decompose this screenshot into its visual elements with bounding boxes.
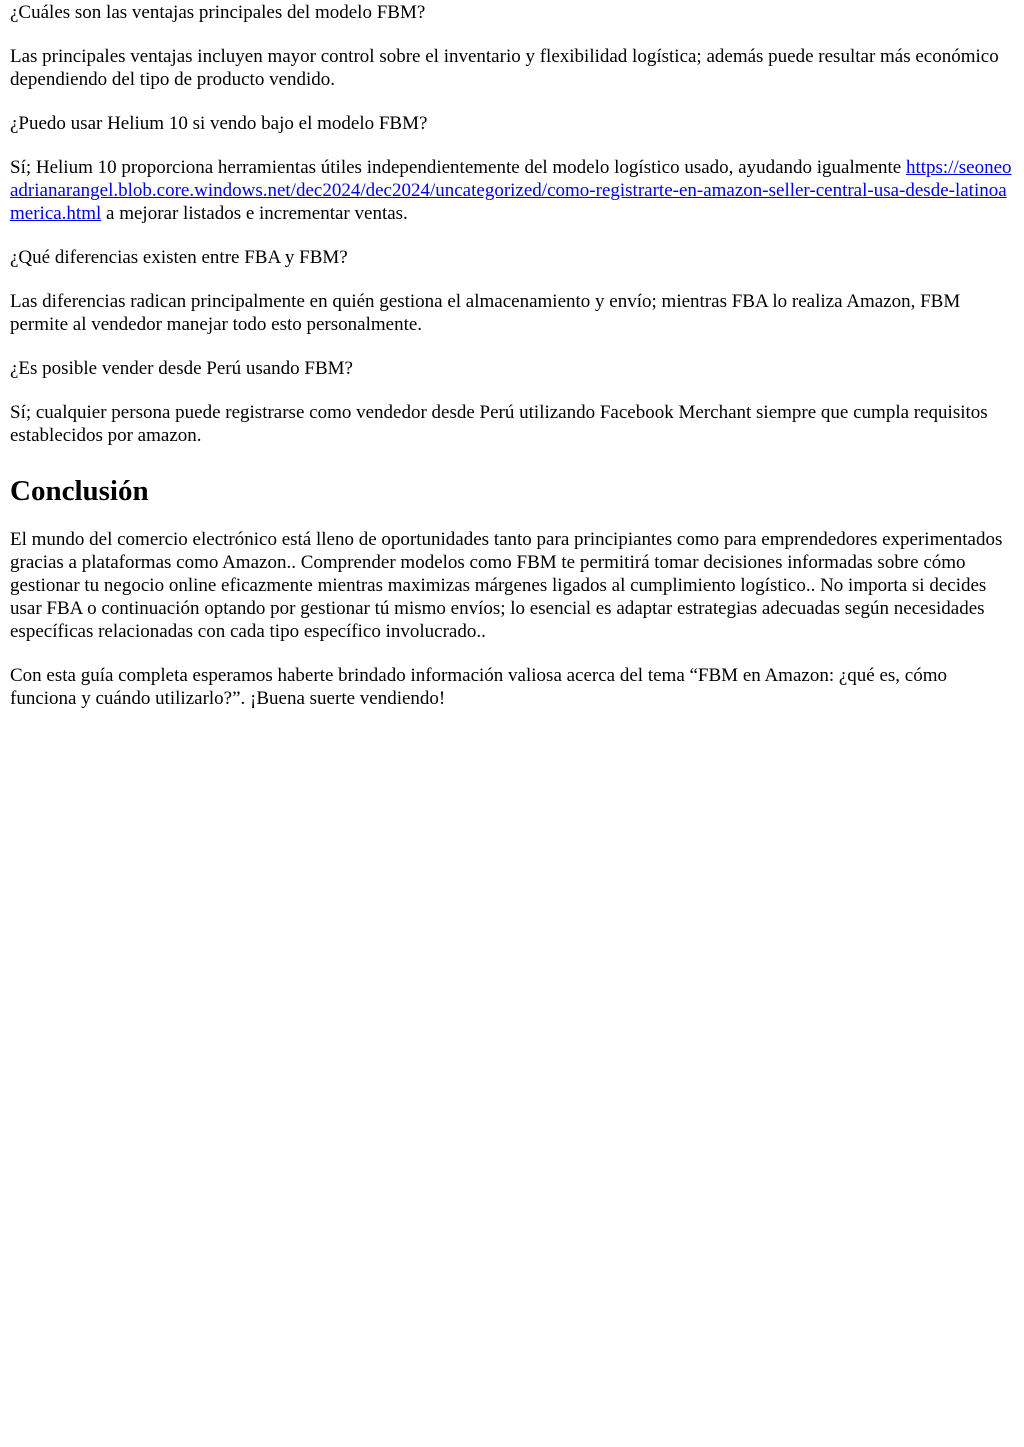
faq-answer-2 [10, 156, 1014, 225]
faq-question-4: ¿Es posible vender desde Perú usando FBM? [10, 358, 353, 379]
seller-central-link[interactable]: https://seoneoadrianarangel.blob.core.windows.net/dec2024/dec2024/uncategorized/como-registrarte-en-amazon-seller-central-usa-desde-latinoamerica.html [10, 157, 1012, 224]
faq-answer-3: Las diferencias radican principalmente en quién gestiona el almacenamiento y envío; mientras FBA lo realiza Amazon, FBM permite al vendedor manejar todo esto personalmente. [10, 291, 961, 335]
conclusion-paragraph-2: Con esta guía completa esperamos haberte brindado información valiosa acerca del tema “FBM en Amazon: ¿qué es, cómo funciona y cuándo utilizarlo?”. ¡Buena suerte vendiendo! [10, 665, 948, 709]
faq-question-1: ¿Cuáles son las ventajas principales del modelo FBM? [10, 2, 426, 23]
faq-answer-2-text-after: a mejorar listados e incrementar ventas. [101, 203, 408, 224]
faq-answer-1: Las principales ventajas incluyen mayor control sobre el inventario y flexibilidad logística; además puede resultar más económico dependiendo del tipo de producto vendido. [10, 46, 999, 90]
conclusion-paragraph-1: El mundo del comercio electrónico está lleno de oportunidades tanto para principiantes como para emprendedores experimentados gracias a plataformas como Amazon.. Comprender modelos como FBM te permitirá tomar decisiones informadas sobre cómo gestionar tu negocio online eficazmente mientras maximizas márgenes ligados al cumplimiento logístico.. No importa si decides usar FBA o continuación optando por gestionar tú mismo envíos; lo esencial es adaptar estrategias adecuadas según necesidades específicas relacionadas con cada tipo específico involucrado.. [10, 529, 1003, 642]
faq-question-2: ¿Puedo usar Helium 10 si vendo bajo el modelo FBM? [10, 113, 428, 134]
faq-answer-2-text-before: Sí; Helium 10 proporciona herramientas útiles independientemente del modelo logístico usado, ayudando igualmente [10, 157, 906, 178]
conclusion-heading: Conclusión [10, 475, 149, 507]
faq-answer-4: Sí; cualquier persona puede registrarse como vendedor desde Perú utilizando Facebook Merchant siempre que cumpla requisitos establecidos por amazon. [10, 402, 988, 446]
article-content [0, 1, 1024, 710]
faq-question-3: ¿Qué diferencias existen entre FBA y FBM? [10, 247, 348, 268]
